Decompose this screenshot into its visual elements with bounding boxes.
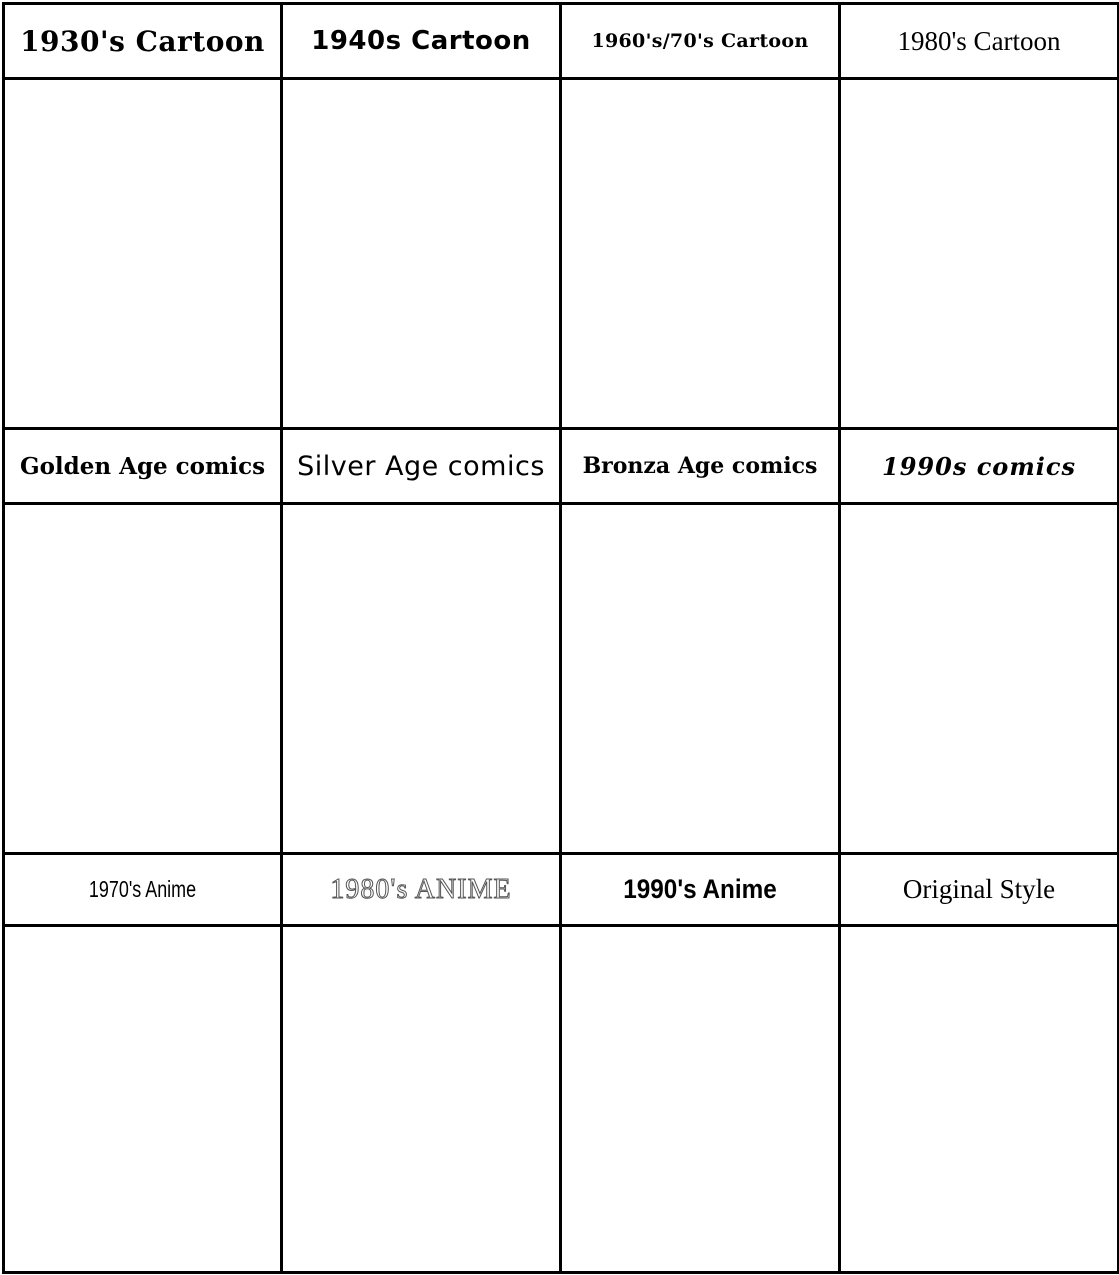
drawing-area[interactable]: [841, 927, 1117, 1273]
label-golden-age-comics: Golden Age comics: [19, 452, 266, 480]
label-original-style: Original Style: [902, 874, 1056, 904]
label-1990s-comics: 1990s comics: [882, 451, 1076, 481]
label-1970s-anime: 1970's Anime: [88, 876, 197, 902]
drawing-area[interactable]: [562, 505, 838, 852]
drawing-area[interactable]: [283, 80, 559, 427]
drawing-area[interactable]: [283, 927, 559, 1273]
grid-horizontal-line: [2, 77, 1119, 80]
label-1980s-anime: 1980's ANIME: [330, 873, 512, 905]
grid-horizontal-line: [2, 427, 1119, 430]
drawing-area[interactable]: [5, 80, 280, 427]
label-1930s-cartoon: 1930's Cartoon: [20, 24, 265, 58]
grid-vertical-line: [280, 2, 283, 1273]
grid-horizontal-line: [2, 1271, 1119, 1274]
drawing-area[interactable]: [841, 505, 1117, 852]
drawing-area[interactable]: [841, 80, 1117, 427]
grid-vertical-line: [559, 2, 562, 1273]
drawing-area[interactable]: [562, 80, 838, 427]
label-1990s-anime: 1990's Anime: [623, 874, 777, 904]
drawing-area[interactable]: [562, 927, 838, 1273]
grid-horizontal-line: [2, 924, 1119, 927]
grid-vertical-line: [2, 2, 5, 1273]
label-1940s-cartoon: 1940s Cartoon: [311, 26, 531, 56]
label-silver-age-comics: Silver Age comics: [297, 450, 545, 482]
drawing-area[interactable]: [5, 505, 280, 852]
grid-horizontal-line: [2, 852, 1119, 855]
drawing-area[interactable]: [283, 505, 559, 852]
label-1960s-70s-cartoon: 1960's/70's Cartoon: [591, 30, 809, 52]
drawing-area[interactable]: [5, 927, 280, 1273]
grid-vertical-line: [838, 2, 841, 1273]
label-bronza-age-comics: Bronza Age comics: [582, 453, 818, 479]
grid-horizontal-line: [2, 2, 1119, 5]
label-1980s-cartoon: 1980's Cartoon: [897, 25, 1061, 56]
grid-horizontal-line: [2, 502, 1119, 505]
